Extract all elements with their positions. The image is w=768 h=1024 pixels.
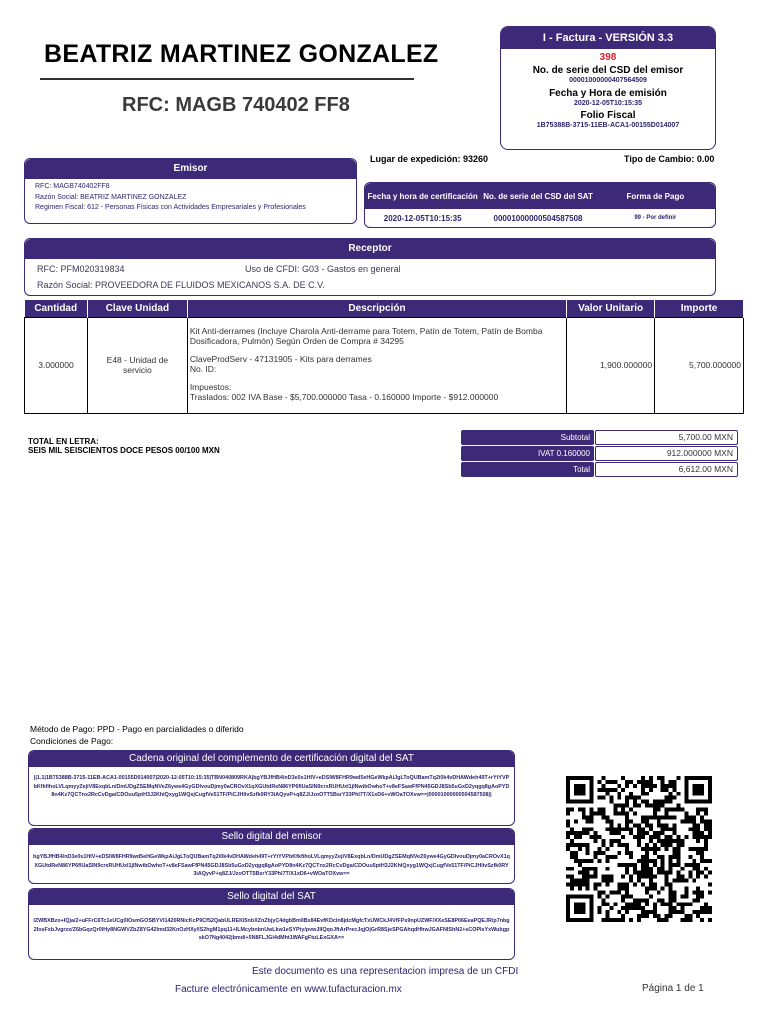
emisor-rfc: RFC: MAGB740402FF8 <box>35 183 110 190</box>
sat-serie-header: No. de serie del CSD del SAT <box>483 191 593 201</box>
total-label: Total <box>461 462 594 477</box>
col-cantidad: Cantidad <box>25 300 88 317</box>
invoice-number: 398 <box>599 52 617 63</box>
col-descripcion: Descripción <box>187 300 566 317</box>
col-valor-unitario: Valor Unitario <box>567 300 655 317</box>
condiciones-pago: Condiciones de Pago: <box>30 736 114 746</box>
total-en-letra <box>28 437 220 455</box>
sat-forma-value: 99 - Por definir <box>634 215 677 221</box>
cell-clave-unidad: E48 - Unidad de servicio <box>87 317 187 413</box>
cell-descripcion <box>187 317 566 413</box>
metodo-pago: Método de Pago: PPD - Pago en parcialidades o diferido <box>30 724 244 734</box>
items-table <box>24 300 744 414</box>
issuer-divider <box>40 78 414 80</box>
csd-emisor-value: 00001000000407564509 <box>569 77 647 84</box>
invoice-info-box <box>500 26 716 150</box>
table-row <box>25 317 744 413</box>
subtotal-value: 5,700.00 MXN <box>595 430 738 445</box>
emisor-box <box>24 158 357 224</box>
totals-box <box>461 430 738 478</box>
emisor-razon-social: Razón Social: BEATRIZ MARTINEZ GONZALEZ <box>35 194 187 201</box>
sello-sat-box <box>28 888 515 960</box>
folio-fiscal-label: Folio Fiscal <box>580 110 636 121</box>
fecha-emision-value: 2020-12-05T10:15:35 <box>573 100 643 107</box>
sello-emisor-text: bgYBJfHB4/nD3e0s1HIV+eDSIW8FHR9wd5eHGeWkpAiJgLToQUBamTq2i0k4vDHAWdeh49T+rYtYVPbKfkfihoLVLqmyyZejiV8ExqbLn/DmUDgZSEMqNVeZ6ywe4GyGDlvouDjmy0aCROvX1qXGUtdReN86YP6flUaSIN9crxRUHUxI1jINwibOwhoT+v8eFSawFfPN45GDJ8Sb5uGxD2yqgq8gAoPYD8n4Kz7QCTnx2RcCvDga/CDOuu5ptH3J2KhIQxyg1WQxjCugfVe51TF/PiCJHlivSzfk0RY3iAQyvP+q8ZJ/JzoOTT5BsrY33Phl7T/X1xD6+vWOaTOXvw== <box>33 854 510 877</box>
issuer-name: BEATRIZ MARTINEZ GONZALEZ <box>44 40 439 68</box>
sat-serie-value: 00001000000504587508 <box>493 213 583 223</box>
desc-no-id: No. ID: <box>189 364 217 374</box>
cell-importe: 5,700.000000 <box>655 317 744 413</box>
total-row <box>461 462 738 477</box>
sat-certification-box <box>364 182 716 228</box>
lugar-expedicion: Lugar de expedición: 93260 <box>370 154 489 164</box>
emisor-title: Emisor <box>25 159 356 179</box>
cell-cantidad: 3.000000 <box>25 317 88 413</box>
subtotal-label: Subtotal <box>461 430 594 445</box>
issuer-rfc: RFC: MAGB 740402 FF8 <box>122 94 350 116</box>
sello-emisor-box <box>28 828 515 884</box>
sat-forma-header: Forma de Pago <box>626 191 685 201</box>
desc-impuestos: Impuestos: <box>189 382 232 392</box>
desc-traslados: Traslados: 002 IVA Base - $5,700.000000 Tasa - 0.160000 Importe - $912.000000 <box>189 392 499 402</box>
qr-code-icon <box>566 776 712 922</box>
cadena-original-title: Cadena original del complemento de certificación digital del SAT <box>29 751 514 767</box>
csd-emisor-label: No. de serie del CSD del emisor <box>532 65 684 76</box>
cadena-original-box <box>28 750 515 826</box>
receptor-rfc: RFC: PFM020319834 <box>37 264 125 274</box>
sello-sat-title: Sello digital del SAT <box>29 889 514 905</box>
receptor-uso-cfdi: Uso de CFDI: G03 - Gastos en general <box>245 264 401 274</box>
cell-valor-unitario: 1,900.000000 <box>567 317 655 413</box>
iva-value: 912.000000 MXN <box>595 446 738 461</box>
desc-product: Kit Anti-derrames (Incluye Charola Anti-derrame para Totem, Patín de Totem, Patín de Bomba Dosificadora, Pulmón) Según Orden de Compra # 34295 <box>189 326 543 346</box>
representacion-note: Este documento es una representacion impresa de un CFDI <box>252 966 519 977</box>
invoice-title: I - Factura - VERSIÓN 3.3 <box>501 27 715 49</box>
folio-fiscal-value: 1B75388B-3715-11EB-ACA1-00155D014007 <box>536 122 680 129</box>
cadena-original-text: ||1.1|1B75388B-3715-11EB-ACA1-00155D014007|2020-12-05T10:15:35|TBN040809RKA|bgYBJfHB4/nD3e0s1HIV+eDSIW8FHR9wd5eHGeWkpAiJgLToQUBamTq2i0k4vDHAWdeh49T+rYtYVPbKfkfihoLVLqmyyZejiV8ExqbLn/DmUDgZSEMqNVeZ6ywe4GyGDlvouDjmy0aCROvX1qXGUtdReN86YP6flUaSIN9crxRUHUxI1jINwibOwhoT+v8eFSawFfPN45GDJ8Sb5uGxD2yqgq8gAoPYD8n4Kz7QCTnx2RcCvDga/CDOuu5ptH3J2KhIQxyg1WQxjCugfVe51TF/PiCJHlivSzfk0RY3iAQyvP+q8ZJ/JzoOTT5BsrY33Phl7T/X1xD6+vWOaTOXvw==|00001000000504587508|| <box>33 775 510 798</box>
tipo-cambio: Tipo de Cambio: 0.00 <box>624 154 715 164</box>
col-clave-unidad: Clave Unidad <box>87 300 187 317</box>
total-value: 6,612.00 MXN <box>595 462 738 477</box>
sat-fecha-value: 2020-12-05T10:15:35 <box>383 213 462 223</box>
total-letra-label: TOTAL EN LETRA: <box>28 437 99 446</box>
receptor-title: Receptor <box>25 239 715 259</box>
fecha-emision-label: Fecha y Hora de emisión <box>549 88 667 99</box>
desc-clave-prod-serv: ClaveProdServ - 47131905 - Kits para derrames <box>189 354 372 364</box>
sello-emisor-title: Sello digital del emisor <box>29 829 514 845</box>
sello-sat-text: IZWBXBzo+IQja/2+uFFrC6Tc1eUCg0IOsmGOSBYVI1420RNicKcP9Cf52QabULREKI5nbXZnZbjyC4dgbBm0Bx84EvfKDcin8jdcMgfcTxUWCkJ4VfFPs9npUZWF/XXeSE8P06EeaPQEJR/p7nbg2IosFxbJvgrzx/Z6bGqzQr0lHy8NGWVZbZ8YG42lmd32KnOzHXy/lS2hgM1pq11+ILMcybnbnUwLkw1eSYPty/pvwJIIQqoJftArPrecJqjOjGrR8SjeSPGAhqdHhwJGAFNIShN2+sCOPIsYxWubgpskO7Ng4042jbmdi+5N8FLJGi4dMht1WAFgFtuLExGXA== <box>33 918 510 941</box>
subtotal-row <box>461 430 738 445</box>
sat-fecha-header: Fecha y hora de certificación <box>367 191 478 201</box>
iva-label: IVAT 0.160000 <box>461 446 594 461</box>
col-importe: Importe <box>655 300 744 317</box>
iva-row <box>461 446 738 461</box>
receptor-box <box>24 238 716 296</box>
total-letra-value: SEIS MIL SEISCIENTOS DOCE PESOS 00/100 MXN <box>28 446 220 455</box>
emisor-regimen-fiscal: Regimen Fiscal: 612 - Personas Físicas con Actividades Empresariales y Profesionales <box>35 204 306 211</box>
page-number: Página 1 de 1 <box>642 983 704 994</box>
receptor-razon-social: Razón Social: PROVEEDORA DE FLUIDOS MEXICANOS S.A. DE C.V. <box>37 280 325 290</box>
facture-link[interactable]: Facture electrónicamente en www.tufacturacion.mx <box>175 984 402 995</box>
